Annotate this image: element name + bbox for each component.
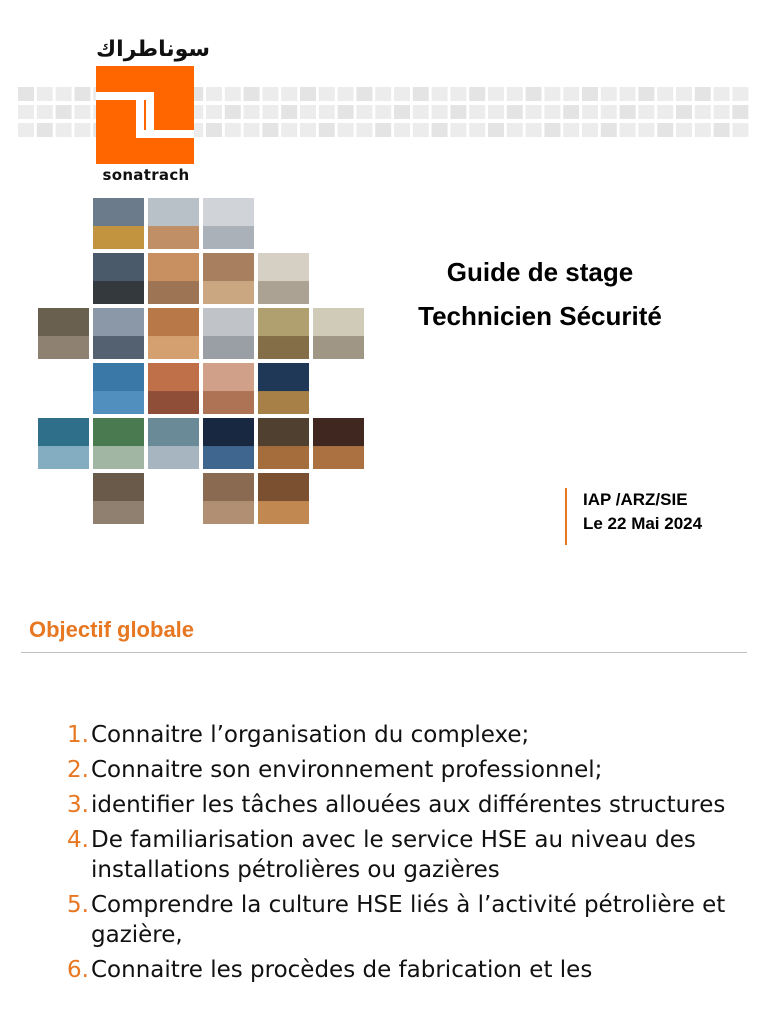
list-item	[67, 955, 747, 985]
mosaic-photo-tile	[148, 418, 199, 469]
mosaic-photo-tile	[258, 418, 309, 469]
mosaic-photo-tile	[203, 198, 254, 249]
mosaic-photo-tile	[148, 253, 199, 304]
document-title	[380, 250, 700, 338]
list-item-text: Connaitre l’organisation du complexe;	[91, 722, 530, 748]
list-item-number: 6.	[67, 957, 89, 983]
list-item-text: De familiarisation avec le service HSE au niveau des installations pétrolières ou gazières	[91, 827, 696, 883]
mosaic-photo-tile	[93, 363, 144, 414]
logo-latin-text: sonatrach	[102, 166, 190, 184]
mosaic-photo-tile	[93, 198, 144, 249]
mosaic-photo-tile	[203, 308, 254, 359]
list-item	[67, 720, 747, 750]
sonatrach-logo	[96, 36, 211, 188]
meta-date: Le 22 Mai 2024	[583, 514, 703, 533]
mosaic-photo-tile	[38, 308, 89, 359]
mosaic-photo-tile	[203, 418, 254, 469]
mosaic-photo-tile	[148, 198, 199, 249]
mosaic-photo-tile	[93, 308, 144, 359]
list-item-number: 4.	[67, 827, 89, 853]
mosaic-photo-tile	[93, 418, 144, 469]
list-item-text: Connaitre les procèdes de fabrication et les	[91, 957, 593, 983]
mosaic-photo-tile	[313, 308, 364, 359]
list-item	[67, 755, 747, 785]
list-item-number: 5.	[67, 892, 89, 918]
mosaic-photo-tile	[258, 363, 309, 414]
mosaic-photo-tile	[203, 473, 254, 524]
logo-arabic-text: سوناطراك	[96, 37, 211, 62]
title-line-2: Technicien Sécurité	[418, 301, 662, 331]
mosaic-photo-tile	[258, 253, 309, 304]
mosaic-photo-tile	[93, 253, 144, 304]
list-item	[67, 825, 747, 885]
sonatrach-logo-mark	[96, 66, 194, 164]
section-divider	[21, 652, 747, 653]
document-meta	[565, 488, 702, 545]
list-item-text: Connaitre son environnement professionnel;	[91, 757, 603, 783]
list-item-number: 1.	[67, 722, 89, 748]
mosaic-photo-tile	[313, 418, 364, 469]
mosaic-photo-tile	[258, 308, 309, 359]
mosaic-photo-tile	[203, 253, 254, 304]
list-item-text: Comprendre la culture HSE liés à l’activité pétrolière et gazière,	[91, 892, 726, 948]
mosaic-photo-tile	[148, 363, 199, 414]
section-title: Objectif globale	[29, 617, 195, 642]
list-item-number: 3.	[67, 792, 89, 818]
mosaic-photo-tile	[258, 473, 309, 524]
title-line-1: Guide de stage	[446, 257, 634, 287]
mosaic-photo-tile	[148, 308, 199, 359]
list-item-number: 2.	[67, 757, 89, 783]
industrial-photo-mosaic	[38, 198, 372, 528]
list-item	[67, 890, 747, 950]
mosaic-photo-tile	[38, 418, 89, 469]
list-item	[67, 790, 747, 820]
objectives-list	[67, 720, 747, 990]
mosaic-photo-tile	[93, 473, 144, 524]
list-item-text: identifier les tâches allouées aux différentes structures	[91, 792, 726, 818]
meta-department: IAP /ARZ/SIE	[583, 490, 688, 509]
mosaic-photo-tile	[203, 363, 254, 414]
